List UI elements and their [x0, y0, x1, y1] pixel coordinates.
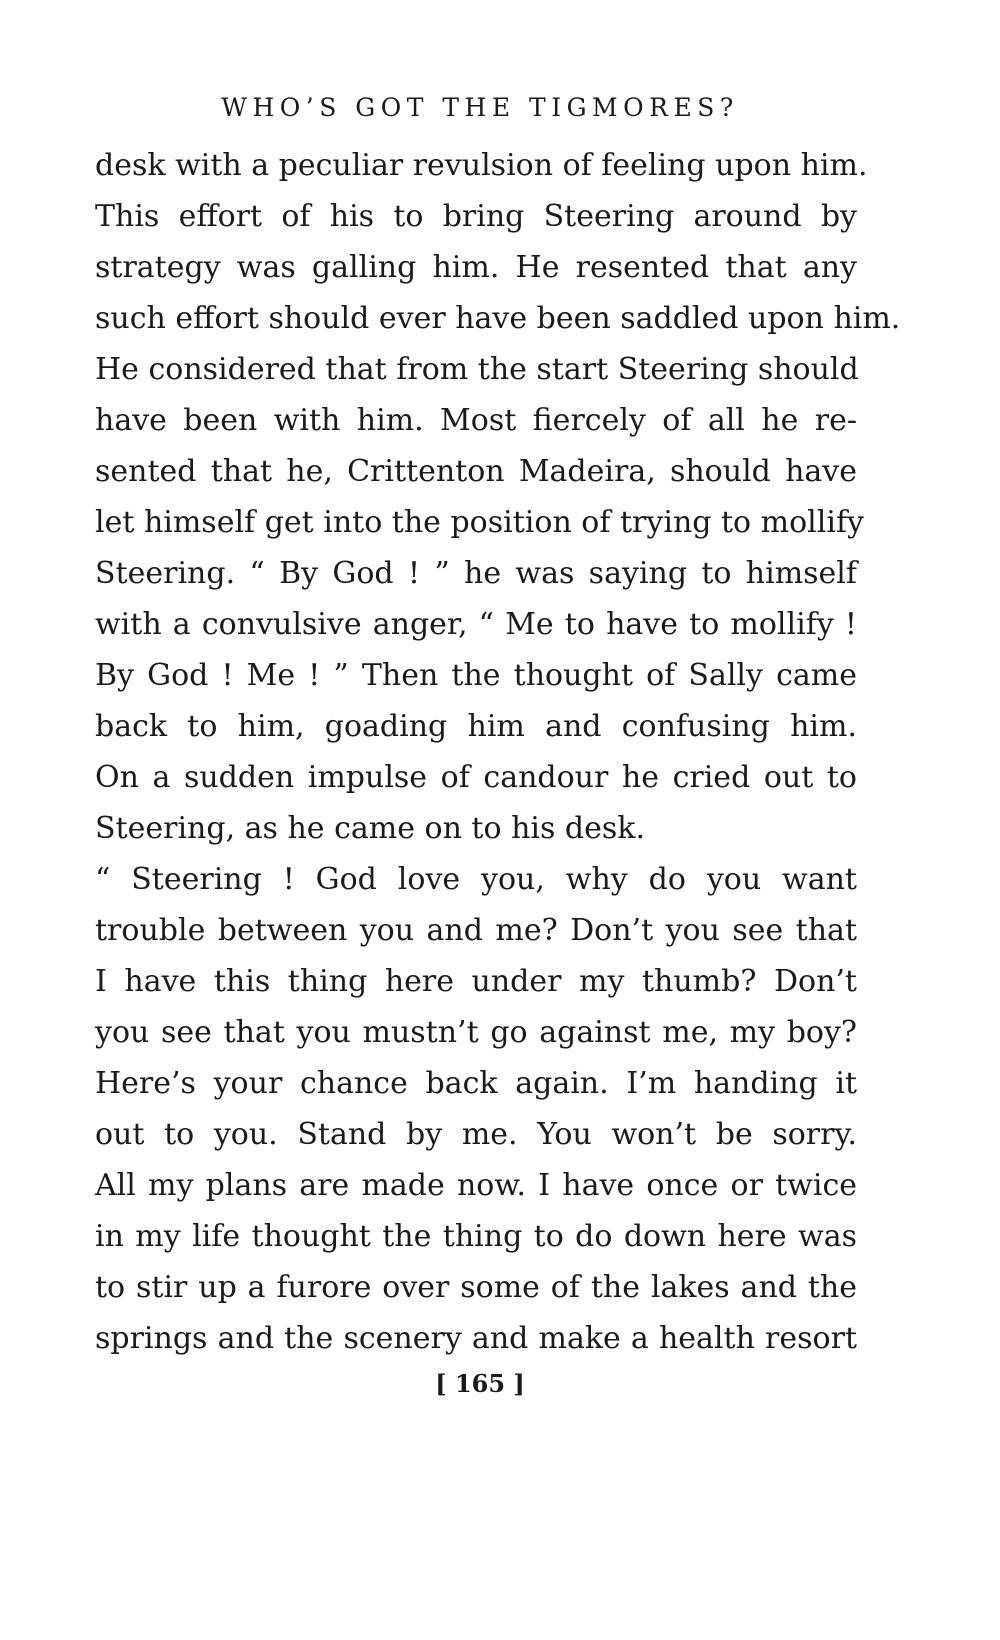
text-line: strategy was galling him. He resented that any: [95, 250, 857, 285]
text-line: have been with him. Most fiercely of all he re-: [95, 403, 857, 438]
text-line: Steering. “ By God ! ” he was saying to himself: [95, 556, 857, 591]
text-line: back to him, goading him and confusing him.: [95, 709, 857, 744]
text-line: This effort of his to bring Steering around by: [95, 199, 857, 234]
text-line: sented that he, Crittenton Madeira, should have: [95, 454, 857, 489]
paragraph-1: [95, 140, 901, 854]
body-text: [95, 140, 901, 1364]
text-line: trouble between you and me? Don’t you see that: [95, 913, 857, 948]
text-line: out to you. Stand by me. You won’t be sorry.: [95, 1117, 857, 1152]
text-line: “ Steering ! God love you, why do you want: [95, 862, 857, 897]
text-line: let himself get into the position of trying to mollify: [95, 505, 864, 540]
text-line: desk with a peculiar revulsion of feeling upon him.: [95, 148, 868, 183]
text-line: to stir up a furore over some of the lakes and the: [95, 1270, 857, 1305]
page-number: [ 165 ]: [435, 1369, 525, 1398]
paragraph-2: [95, 854, 857, 1364]
text-line: such effort should ever have been saddled upon him.: [95, 301, 901, 336]
text-line: He considered that from the start Steering should: [95, 352, 859, 387]
text-line: Here’s your chance back again. I’m handing it: [95, 1066, 857, 1101]
text-line: in my life thought the thing to do down here was: [95, 1219, 857, 1254]
text-line: I have this thing here under my thumb? Don’t: [95, 964, 857, 999]
text-line: with a convulsive anger, “ Me to have to mollify !: [95, 607, 857, 642]
running-head: WHO’S GOT THE TIGMORES?: [221, 93, 739, 122]
text-line: Steering, as he came on to his desk.: [95, 811, 645, 846]
text-line: All my plans are made now. I have once or twice: [95, 1168, 857, 1203]
text-line: springs and the scenery and make a health resort: [95, 1321, 857, 1356]
text-line: On a sudden impulse of candour he cried out to: [95, 760, 857, 795]
text-line: you see that you mustn’t go against me, my boy?: [95, 1015, 857, 1050]
text-line: By God ! Me ! ” Then the thought of Sally came: [95, 658, 857, 693]
